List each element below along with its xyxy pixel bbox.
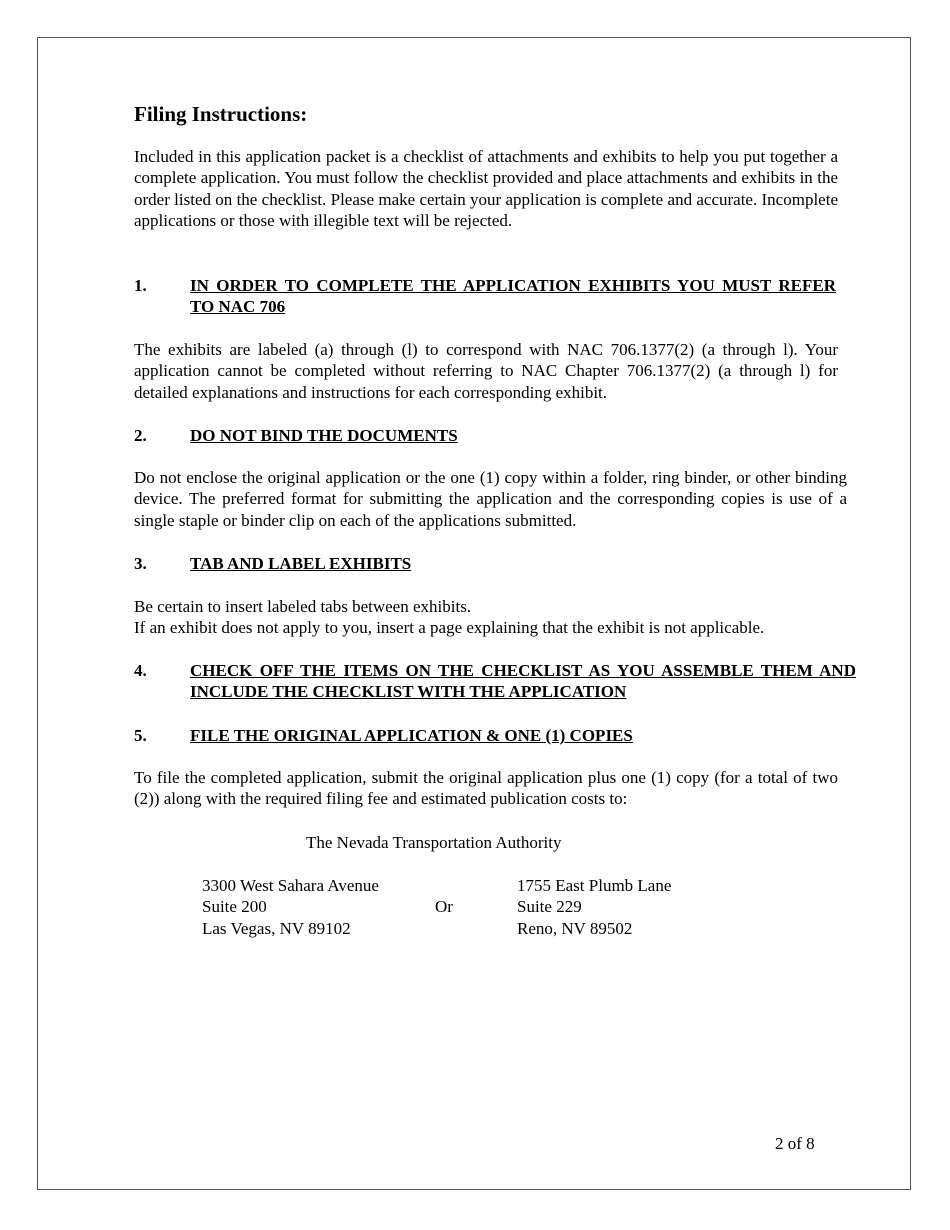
address-line: Las Vegas, NV 89102 (202, 918, 351, 938)
section-number: 3. (134, 554, 147, 573)
section-4-heading (134, 660, 856, 703)
section-3-body (134, 596, 854, 639)
section-1-heading (134, 275, 836, 318)
section-number: 4. (134, 661, 147, 680)
section-number: 2. (134, 426, 147, 445)
address-line: 1755 East Plumb Lane (517, 876, 672, 895)
address-line: 3300 West Sahara Avenue (202, 876, 379, 895)
section-heading-text: TAB AND LABEL EXHIBITS (190, 554, 412, 573)
body-line: Be certain to insert labeled tabs between exhibits. (134, 597, 472, 616)
section-3-heading (134, 553, 856, 574)
section-2-body: Do not enclose the original application or the one (1) copy within a folder, ring binder, or other binding device. The preferred format for submitting the application and the corresponding copies is use of a single staple or binder clip on each of the applications submitted. (134, 468, 847, 530)
section-1-body: The exhibits are labeled (a) through (l) to correspond with NAC 706.1377(2) (a through l). Your application cannot be completed without referring to NAC Chapter 706.1377(2) (a through l) for detailed explanations and instructions for each corresponding exhibit. (134, 340, 838, 402)
section-heading-text: FILE THE ORIGINAL APPLICATION & ONE (1) COPIES (190, 726, 633, 745)
section-number: 1. (134, 276, 147, 295)
intro-paragraph: Included in this application packet is a checklist of attachments and exhibits to help you put together a complete application. You must follow the checklist provided and place attachments and exhibits in the order listed on the checklist. Please make certain your application is complete and accurate. Incomplete applications or those with illegible text will be rejected. (134, 147, 838, 230)
section-2-heading (134, 425, 856, 446)
page-number: 2 of 8 (775, 1134, 815, 1153)
body-line: If an exhibit does not apply to you, insert a page explaining that the exhibit is not applicable. (134, 618, 765, 638)
address-line: Suite 229 (517, 897, 582, 917)
authority-name: The Nevada Transportation Authority (306, 833, 562, 852)
address-line: Reno, NV 89502 (517, 918, 633, 938)
section-heading-text: CHECK OFF THE ITEMS ON THE CHECKLIST AS YOU ASSEMBLE THEM AND INCLUDE THE CHECKLIST WITH THE APPLICATION (190, 661, 856, 702)
section-5-body: To file the completed application, submit the original application plus one (1) copy (for a total of two (2)) along with the required filing fee and estimated publication costs to: (134, 768, 838, 809)
address-line: Suite 200 (202, 897, 267, 917)
address-las-vegas (202, 875, 379, 939)
page-title: Filing Instructions: (134, 102, 308, 126)
address-reno (517, 875, 671, 939)
section-heading-text: DO NOT BIND THE DOCUMENTS (190, 426, 458, 445)
section-heading-text: IN ORDER TO COMPLETE THE APPLICATION EXHIBITS YOU MUST REFER TO NAC 706 (190, 276, 836, 317)
address-separator: Or (435, 897, 453, 916)
section-5-heading (134, 725, 856, 746)
section-number: 5. (134, 726, 147, 745)
